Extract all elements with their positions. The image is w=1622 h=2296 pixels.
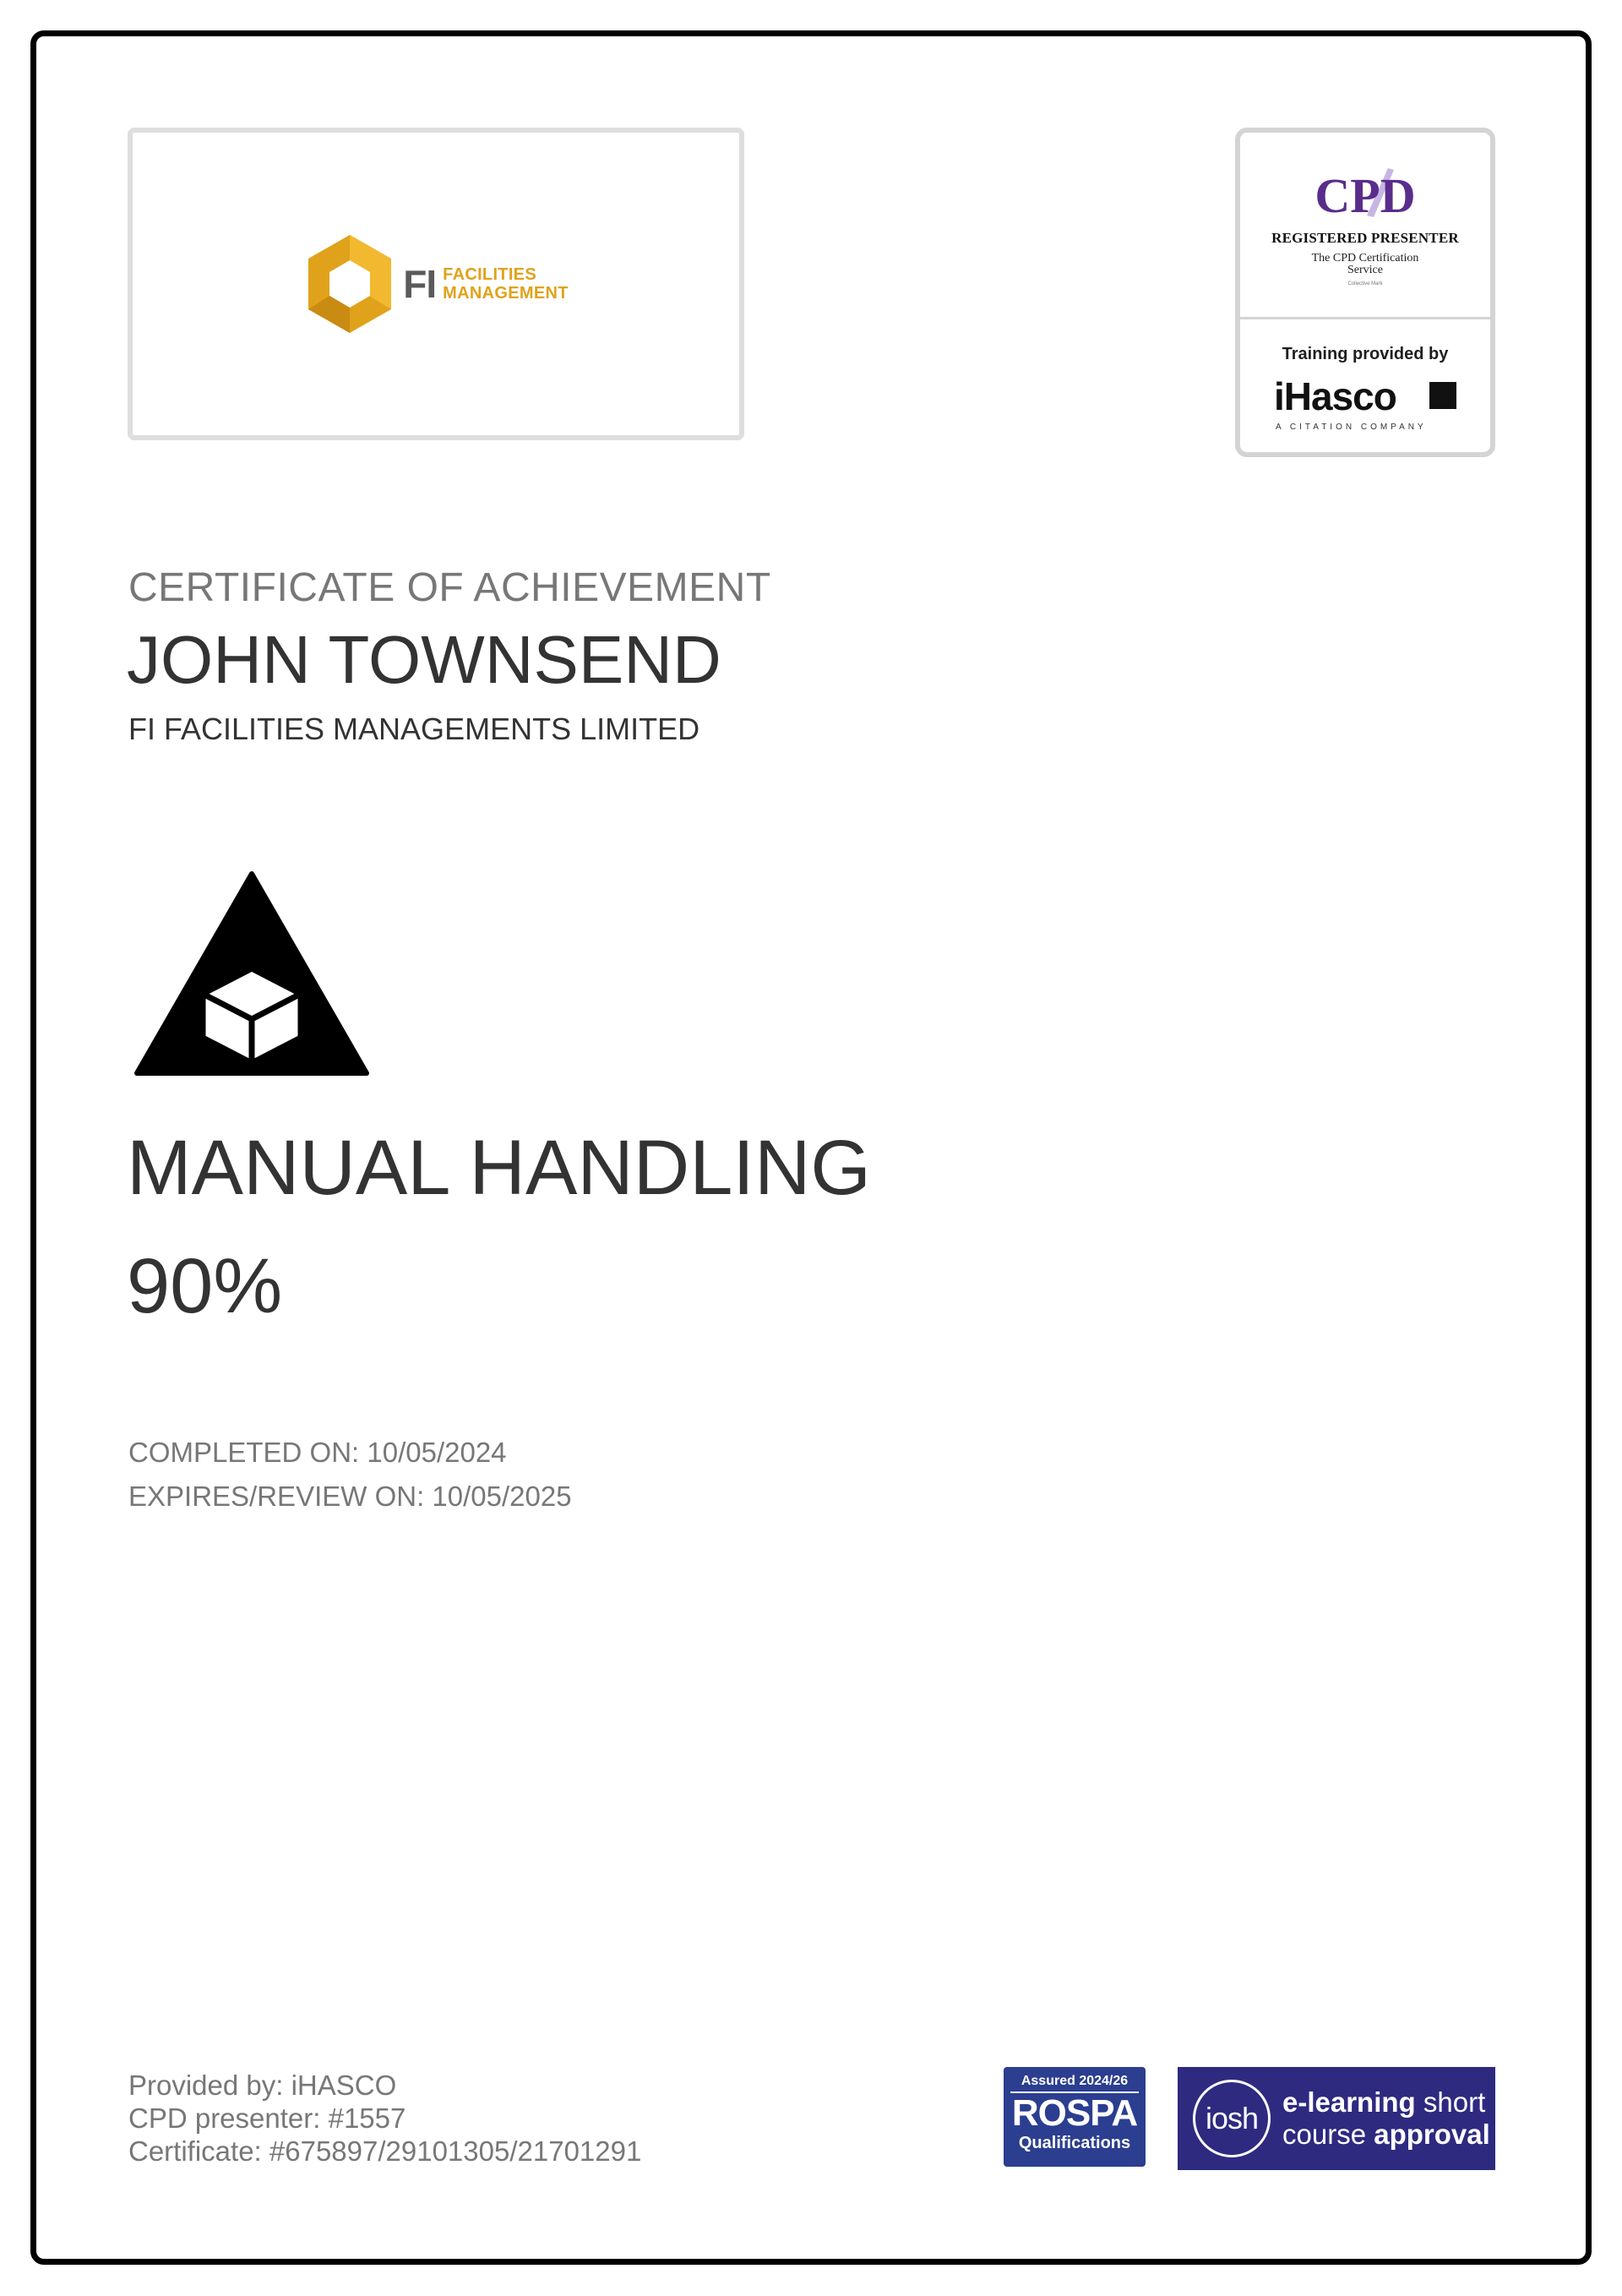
recipient-name: JOHN TOWNSEND <box>127 622 721 697</box>
cpd-cert-line-2: Service <box>1347 264 1383 276</box>
iosh-elearning-text: e-learning <box>1282 2086 1416 2118</box>
cpd-cert-line-1: The CPD Certification <box>1311 252 1419 265</box>
cpd-registered-text: REGISTERED PRESENTER <box>1271 230 1459 246</box>
cpd-collective-mark-text: Collective Mark <box>1347 281 1383 286</box>
fi-logo-line-1: FACILITIES <box>443 265 536 284</box>
ihasco-provider-mark <box>1240 319 1490 455</box>
rospa-qualifications-badge <box>1004 2067 1146 2167</box>
iosh-line-2 <box>1282 2119 1490 2151</box>
expiry-date: EXPIRES/REVIEW ON: 10/05/2025 <box>128 1481 572 1512</box>
recipient-company: FI FACILITIES MANAGEMENTS LIMITED <box>128 712 700 746</box>
fi-logo-line-2: MANAGEMENT <box>443 284 569 303</box>
iosh-circle-logo: iosh <box>1193 2080 1271 2157</box>
fi-facilities-management-logo <box>303 232 568 336</box>
iosh-short-text: short <box>1415 2086 1486 2118</box>
iosh-approval-text <box>1282 2086 1490 2151</box>
rospa-assured-text: Assured 2024/26 <box>1010 2074 1139 2093</box>
course-score: 90% <box>127 1243 283 1329</box>
fi-logo-letters: FI <box>403 262 437 306</box>
cpd-registered-presenter-mark <box>1240 133 1490 319</box>
ihasco-logo-text: iHasco <box>1274 374 1396 418</box>
cpd-presenter-text: CPD presenter: #1557 <box>128 2102 406 2134</box>
iosh-approval-badge <box>1178 2067 1495 2170</box>
cpd-mark-text: CPD <box>1314 168 1416 221</box>
ihasco-square-icon <box>1429 382 1456 409</box>
certificate-footer-info <box>128 2069 641 2168</box>
cpd-provider-badge <box>1235 128 1495 457</box>
cpd-certification-text <box>1240 253 1490 276</box>
rospa-name-text: ROSPA <box>1011 2092 1138 2134</box>
certificate-number-text: Certificate: #675897/29101305/21701291 <box>128 2135 642 2167</box>
box-in-triangle-icon <box>133 870 370 1077</box>
rospa-qualifications-text: Qualifications <box>1018 2134 1131 2152</box>
organisation-logo-box <box>128 128 744 440</box>
cpd-logo-icon <box>1240 165 1490 221</box>
hexagon-logo-icon <box>303 232 396 336</box>
iosh-course-text: course <box>1282 2119 1374 2150</box>
course-name: MANUAL HANDLING <box>127 1125 871 1211</box>
fi-logo-words <box>443 265 569 303</box>
iosh-line-1 <box>1282 2086 1490 2119</box>
iosh-approval-word: approval <box>1374 2119 1490 2150</box>
provided-by-text: Provided by: iHASCO <box>128 2070 397 2101</box>
completed-date: COMPLETED ON: 10/05/2024 <box>128 1437 507 1468</box>
certificate-dates <box>128 1431 572 1519</box>
training-provided-label: Training provided by <box>1282 345 1449 363</box>
certificate-title: CERTIFICATE OF ACHIEVEMENT <box>128 565 771 610</box>
citation-company-text: A CITATION COMPANY <box>1276 423 1427 432</box>
